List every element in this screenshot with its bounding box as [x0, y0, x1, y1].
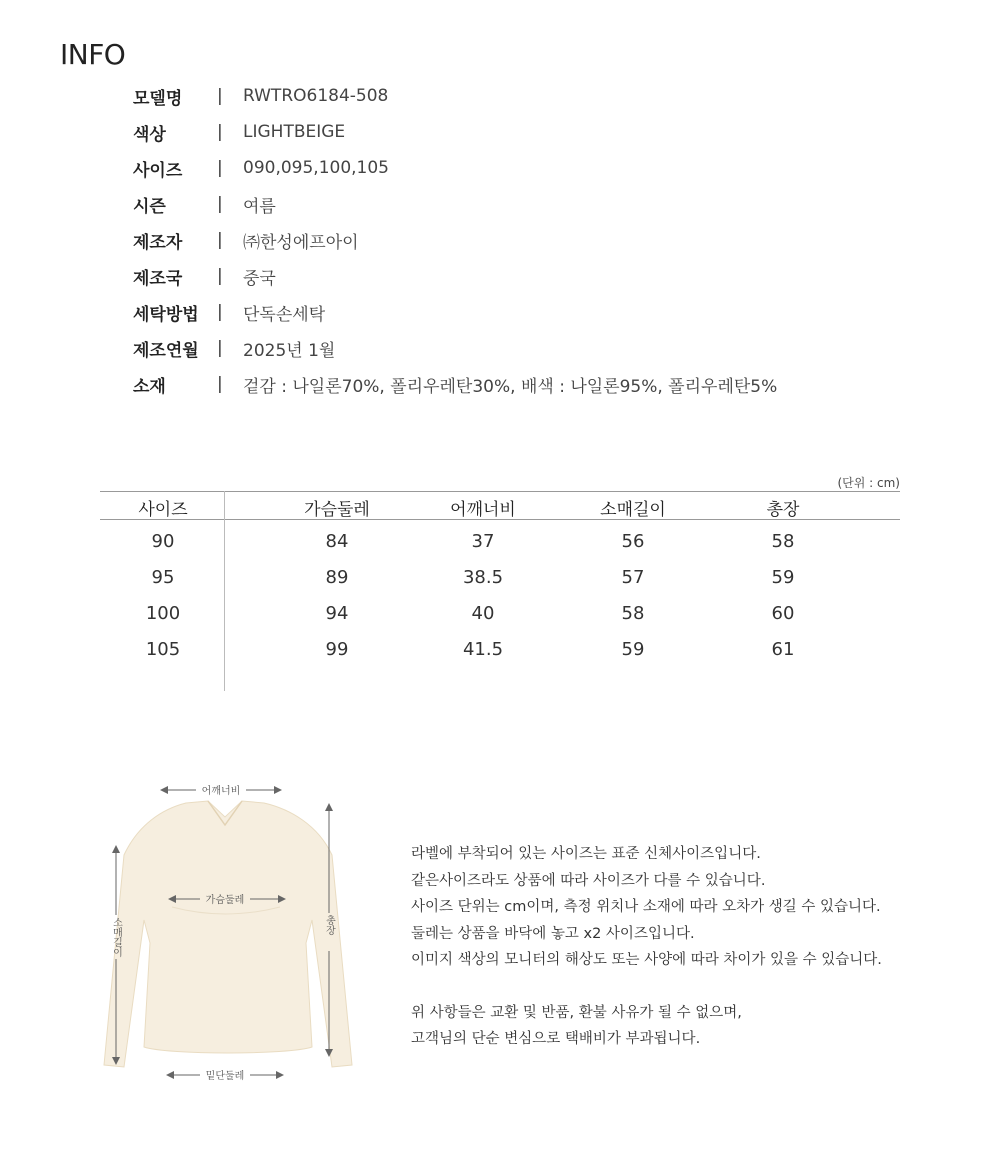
info-label: 시즌 — [133, 196, 166, 217]
info-value: 단독손세탁 — [243, 304, 326, 325]
table-cell: 56 — [621, 531, 645, 552]
info-label: 색상 — [133, 124, 166, 145]
info-value: LIGHTBEIGE — [243, 122, 346, 142]
size-unit-note: (단위 : cm) — [837, 476, 900, 490]
info-value: ㈜한성에프아이 — [243, 232, 359, 253]
hem-label: 밑단둘레 — [205, 1071, 245, 1082]
info-row-washing — [133, 294, 777, 330]
info-label: 제조연월 — [133, 340, 199, 361]
info-value: 중국 — [243, 268, 276, 289]
table-header-shoulder: 어깨너비 — [450, 500, 516, 520]
note-line: 라벨에 부착되어 있는 사이즈는 표준 신체사이즈입니다. — [411, 846, 761, 862]
info-value: 겉감 : 나일론70%, 폴리우레탄30%, 배색 : 나일론95%, 폴리우레탄5% — [243, 376, 778, 397]
table-cell: 40 — [471, 603, 495, 624]
table-header-length: 총장 — [766, 500, 800, 520]
info-separator: | — [217, 158, 223, 178]
info-row-size — [133, 150, 777, 186]
table-cell: 41.5 — [462, 639, 504, 660]
info-separator: | — [217, 338, 223, 358]
chest-label: 가슴둘레 — [205, 895, 245, 906]
table-top-border — [100, 491, 900, 492]
info-separator: | — [217, 302, 223, 322]
note-spacer — [411, 974, 882, 1000]
table-cell: 100 — [145, 603, 181, 624]
measurement-diagram — [100, 775, 360, 1095]
table-cell: 61 — [771, 639, 795, 660]
info-label: 사이즈 — [133, 160, 183, 181]
table-cell: 59 — [621, 639, 645, 660]
shoulder-label: 어깨너비 — [201, 786, 241, 797]
info-separator: | — [217, 266, 223, 286]
table-cell: 84 — [325, 531, 349, 552]
info-value: 090,095,100,105 — [243, 158, 390, 178]
table-header-size: 사이즈 — [138, 500, 188, 520]
table-cell: 57 — [621, 567, 645, 588]
info-value: RWTRO6184-508 — [243, 86, 389, 106]
table-cell: 94 — [325, 603, 349, 624]
table-cell: 38.5 — [462, 567, 504, 588]
info-label: 소재 — [133, 376, 166, 397]
info-separator: | — [217, 86, 223, 106]
info-label: 제조국 — [133, 268, 183, 289]
info-separator: | — [217, 374, 223, 394]
info-separator: | — [217, 194, 223, 214]
note-line: 고객님의 단순 변심으로 택배비가 부과됩니다. — [411, 1031, 701, 1047]
table-cell: 58 — [771, 531, 795, 552]
table-cell: 59 — [771, 567, 795, 588]
table-cell: 90 — [151, 531, 175, 552]
sleeve-label: 소매길이 — [110, 917, 122, 957]
garment-shape — [104, 801, 352, 1067]
table-cell: 105 — [145, 639, 181, 660]
note-line: 같은사이즈라도 상품에 따라 사이즈가 다를 수 있습니다. — [411, 872, 766, 889]
size-notes — [411, 841, 882, 1053]
info-row-color — [133, 114, 777, 150]
table-header-chest: 가슴둘레 — [304, 500, 370, 520]
table-cell: 58 — [621, 603, 645, 624]
info-label: 세탁방법 — [133, 304, 199, 325]
size-table — [100, 491, 900, 691]
note-line: 위 사항들은 교환 및 반품, 환불 사유가 될 수 없으며, — [411, 1004, 742, 1021]
info-row-manufacturer — [133, 222, 777, 258]
info-separator: | — [217, 230, 223, 250]
info-title: INFO — [60, 38, 126, 71]
table-header-sleeve: 소매길이 — [600, 500, 666, 520]
info-row-material — [133, 366, 777, 402]
info-list — [133, 78, 777, 402]
table-column-divider — [224, 491, 225, 691]
table-cell: 89 — [325, 567, 349, 588]
table-cell: 37 — [471, 531, 495, 552]
table-cell: 60 — [771, 603, 795, 624]
info-label: 제조자 — [133, 232, 183, 253]
info-row-season — [133, 186, 777, 222]
note-line: 둘레는 상품을 바닥에 놓고 x2 사이즈입니다. — [411, 925, 695, 942]
length-label: 총장 — [323, 915, 335, 935]
note-line: 사이즈 단위는 cm이며, 측정 위치나 소재에 따라 오차가 생길 수 있습니다. — [411, 899, 881, 915]
info-value: 2025년 1월 — [243, 340, 336, 361]
info-label: 모델명 — [133, 88, 183, 109]
info-separator: | — [217, 122, 223, 142]
note-line: 이미지 색상의 모니터의 해상도 또는 사양에 따라 차이가 있을 수 있습니다. — [411, 952, 882, 968]
garment-illustration — [100, 775, 360, 1095]
info-value: 여름 — [243, 196, 276, 217]
info-row-country — [133, 258, 777, 294]
table-cell: 99 — [325, 639, 349, 660]
info-row-date — [133, 330, 777, 366]
table-cell: 95 — [151, 567, 175, 588]
info-row-model — [133, 78, 777, 114]
